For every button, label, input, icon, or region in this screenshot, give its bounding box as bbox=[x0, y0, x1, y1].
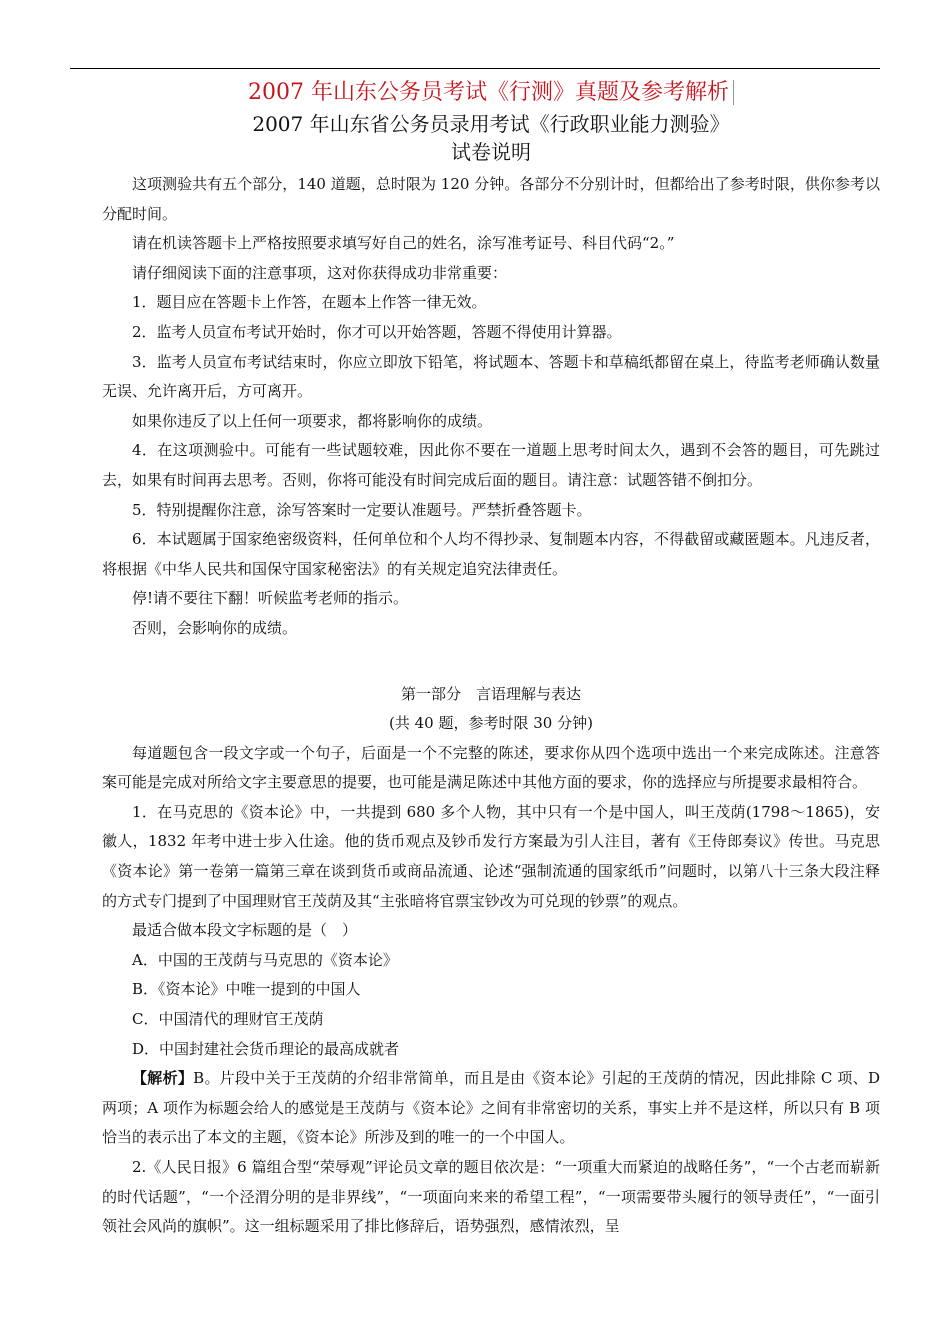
question-stem: 1．在马克思的《资本论》中，一共提到 680 多个人物，其中只有一个是中国人，叫王茂荫(1798～1865)，安徽人，1832 年考中进士步入仕途。他的货币观点及钞币发行方案最为引人注目，著有《王侍郎奏议》传世。马克思《资本论》第一卷第一篇第三章在谈到货币或商品流通、论述“强制流通的国家纸币”问题时，以第八十三条大段注释的方式专门提到了中国理财官王茂荫及其“主张暗将官票宝钞改为可兑现的钞票”的观点。 bbox=[102, 802, 880, 910]
question-prompt: 最适合做本段文字标题的是（ ） bbox=[132, 921, 358, 940]
notice-item: 2．监考人员宣布考试开始时，你才可以开始答题，答题不得使用计算器。 bbox=[132, 322, 622, 341]
exam-title: 2007 年山东省公务员录用考试《行政职业能力测验》 bbox=[252, 112, 730, 136]
intro-paragraph: 这项测验共有五个部分，140 道题，总时限为 120 分钟。各部分不分别计时，但都给出了参考时限，供你参考以分配时间。 bbox=[102, 175, 880, 223]
notice-item: 4．在这项测验中。可能有一些试题较难，因此你不要在一道题上思考时间太久，遇到不会答的题目，可先跳过去，如果有时间再去思考。否则，你将可能没有时间完成后面的题目。请注意：试题答错不倒扣分。 bbox=[102, 441, 880, 489]
notice-item: 1．题目应在答题卡上作答，在题本上作答一律无效。 bbox=[132, 293, 487, 312]
notice-item: 3．监考人员宣布考试结束时，你应立即放下铅笔，将试题本、答题卡和草稿纸都留在桌上，待监考老师确认数量无误、允许离开后，方可离开。 bbox=[102, 352, 880, 401]
section-subheading: (共 40 题，参考时限 30 分钟) bbox=[389, 714, 593, 733]
section-instructions: 每道题包含一段文字或一个句子，后面是一个不完整的陈述，要求你从四个选项中选出一个来完成陈述。注意答案可能是完成对所给文字主要意思的提要，也可能是满足陈述中其他方面的要求，你的选择应与所提要求最相符合。 bbox=[102, 743, 880, 792]
section-heading: 第一部分 言语理解与表达 bbox=[400, 684, 581, 703]
answer-option: C．中国清代的理财官王茂荫 bbox=[132, 1010, 324, 1029]
instructions-title: 试卷说明 bbox=[451, 140, 531, 164]
intro-paragraph: 如果你违反了以上任何一项要求，都将影响你的成绩。 bbox=[132, 411, 493, 430]
stop-notice: 否则，会影响你的成绩。 bbox=[132, 618, 298, 637]
document-title: 2007 年山东公务员考试《行测》真题及参考解析 bbox=[102, 78, 880, 108]
question-stem: 2.《人民日报》6 篇组合型“荣辱观”评论员文章的题目依次是：“一项重大而紧迫的战略任务”，“一个古老而崭新的时代话题”，“一个泾渭分明的是非界线”，“一项面向来来的希望工程”，“一项需要带头履行的领导责任”，“一面引领社会风尚的旗帜”。这一组标题采用了排比修辞后，语势强烈，感情浓烈，呈 bbox=[102, 1158, 880, 1236]
answer-option: D．中国封建社会货币理论的最高成就者 bbox=[132, 1039, 400, 1058]
answer-option: B．《资本论》中唯一提到的中国人 bbox=[132, 980, 361, 999]
document-page bbox=[102, 78, 880, 1242]
analysis-label: 【解析】 bbox=[132, 1069, 194, 1088]
intro-paragraph: 请在机读答题卡上严格按照要求填写好自己的姓名，涂写准考证号、科目代码“2。” bbox=[132, 234, 675, 253]
analysis-paragraph bbox=[102, 1064, 880, 1153]
stop-notice: 停!请不要往下翻！听候监考老师的指示。 bbox=[132, 589, 409, 608]
answer-option: A．中国的王茂荫与马克思的《资本论》 bbox=[132, 950, 398, 969]
notice-item: 5．特别提醒你注意，涂写答案时一定要认准题号。严禁折叠答题卡。 bbox=[132, 500, 592, 519]
intro-paragraph: 请仔细阅读下面的注意事项，这对你获得成功非常重要： bbox=[132, 263, 508, 282]
notice-item: 6．本试题属于国家绝密级资料，任何单位和个人均不得抄录、复制题本内容，不得截留或藏匿题本。凡违反者，将根据《中华人民共和国保守国家秘密法》的有关规定追究法律责任。 bbox=[102, 530, 880, 578]
top-rule bbox=[70, 68, 880, 69]
analysis-text: B。片段中关于王茂荫的介绍非常简单，而且是由《资本论》引起的王茂荫的情况，因此排除 C 项、D 两项；A 项作为标题会给人的感觉是王茂荫与《资本论》之间有非常密切的关系，事实上并不是这样，所以只有 B 项恰当的表示出了本文的主题，《资本论》所涉及到的唯一的一个中国人。 bbox=[102, 1069, 880, 1147]
